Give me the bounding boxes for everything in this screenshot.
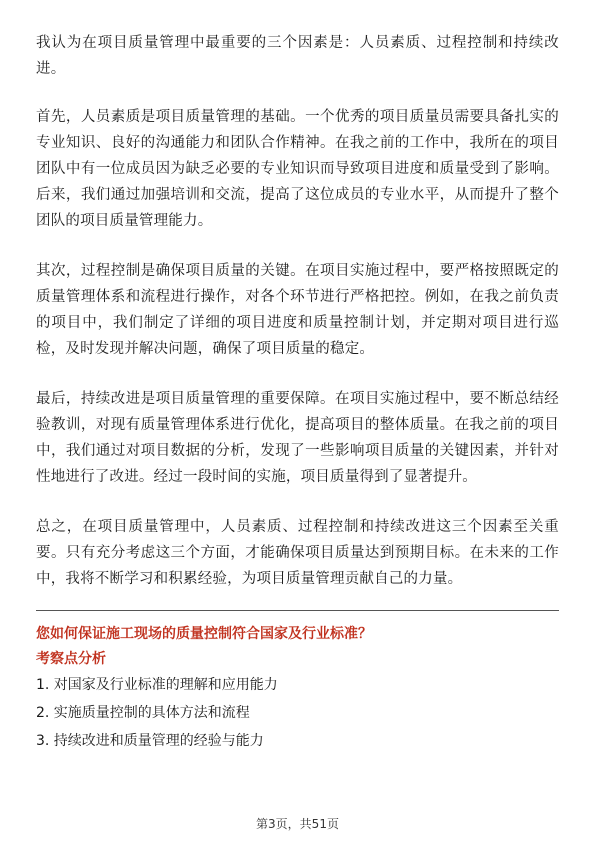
page-number: 第3页，共51页 xyxy=(256,817,339,831)
answer-paragraph-personnel: 首先，人员素质是项目质量管理的基础。一个优秀的项目质量员需要具备扎实的专业知识、良好的沟通能力和团队合作精神。在我之前的工作中，我所在的项目团队中有一位成员因为缺乏必要的专业知识而导致项目进度和质量受到了影响。后来，我们通过加强培训和交流，提高了这位成员的专业水平，从而提升了整个团队的项目质量管理能力。 xyxy=(36,109,559,229)
analysis-list-item: 2. 实施质量控制的具体方法和流程 xyxy=(36,705,250,721)
analysis-list-item: 1. 对国家及行业标准的理解和应用能力 xyxy=(36,677,278,693)
answer-intro-paragraph: 我认为在项目质量管理中最重要的三个因素是：人员素质、过程控制和持续改进。 xyxy=(36,35,559,77)
question-heading: 您如何保证施工现场的质量控制符合国家及行业标准？ xyxy=(36,626,372,642)
analysis-list xyxy=(36,671,559,755)
answer-paragraph-process-control: 其次，过程控制是确保项目质量的关键。在项目实施过程中，要严格按照既定的质量管理体系和流程进行操作，对各个环节进行严格把控。例如，在我之前负责的项目中，我们制定了详细的项目进度和质量控制计划，并定期对项目进行巡检，及时发现并解决问题，确保了项目质量的稳定。 xyxy=(36,263,559,357)
section-divider xyxy=(36,610,559,611)
answer-paragraph-continuous-improvement: 最后，持续改进是项目质量管理的重要保障。在项目实施过程中，要不断总结经验教训，对现有质量管理体系进行优化，提高项目的整体质量。在我之前的项目中，我们通过对项目数据的分析，发现了一些影响项目质量的关键因素，并针对性地进行了改进。经过一段时间的实施，项目质量得到了显著提升。 xyxy=(36,391,559,485)
answer-conclusion-paragraph: 总之，在项目质量管理中，人员素质、过程控制和持续改进这三个因素至关重要。只有充分考虑这三个方面，才能确保项目质量达到预期目标。在未来的工作中，我将不断学习和积累经验，为项目质量管理贡献自己的力量。 xyxy=(36,519,559,587)
analysis-heading: 考察点分析 xyxy=(36,651,106,667)
page-content xyxy=(36,30,559,755)
analysis-list-item: 3. 持续改进和质量管理的经验与能力 xyxy=(36,733,264,749)
